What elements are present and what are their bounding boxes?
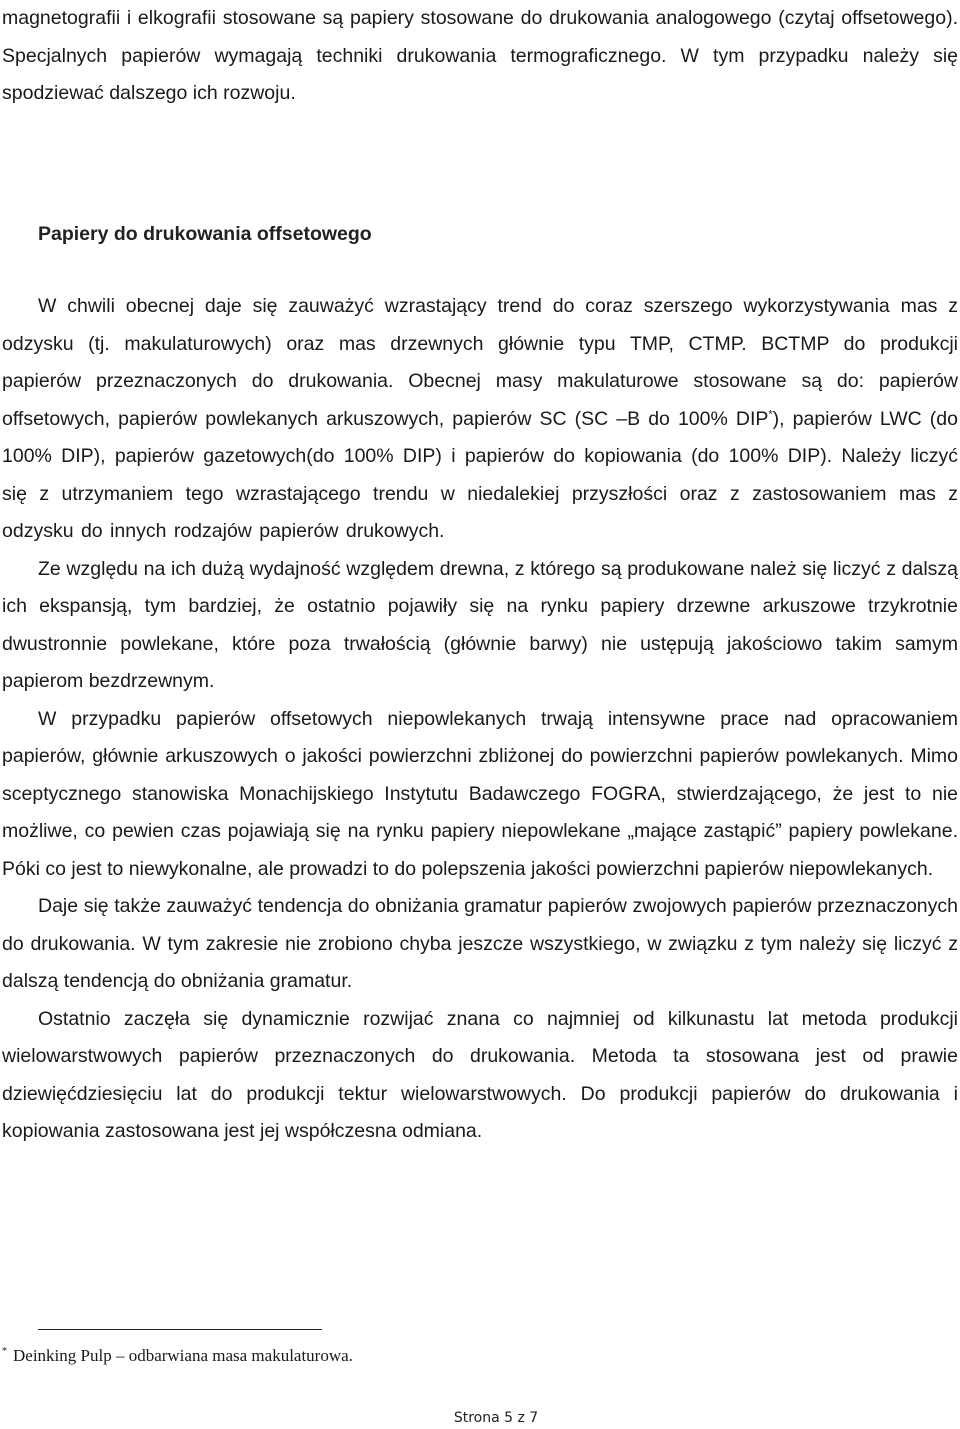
paragraph-grammage: Daje się także zauważyć tendencja do obniżania gramatur papierów zwojowych papierów przeznaczonych do drukowania. W tym zakresie nie zrobiono chyba jeszcze wszystkiego, w związku z tym należy się liczyć z dalszą tendencją do obniżania gramatur. (2, 895, 958, 992)
section-body (2, 288, 958, 1151)
paragraph-text: W chwili obecnej daje się zauważyć wzrastający trend do coraz szerszego wykorzystywania mas z odzysku (tj. makulaturowych) oraz mas drzewnych głównie typu TMP, CTMP. BCTMP do produkcji papierów przeznaczonych do drukowania. Obecnej masy makulaturowe stosowane są do: papierów offsetowych, papierów powlekanych arkuszowych, papierów SC (SC –B do 100% DIP (2, 295, 958, 430)
paragraph-recycled-pulp (2, 288, 958, 551)
paragraph-wood-pulp: Ze względu na ich dużą wydajność względem drewna, z którego są produkowane należ się liczyć z dalszą ich ekspansją, tym bardziej, że ostatnio pojawiły się na rynku papiery drzewne arkuszowe trzykrotnie dwustronnie powlekane, które poza trwałością (głównie barwy) nie ustępują jakościowo takim samym papierom bezdrzewnym. (2, 557, 958, 692)
section-heading: Papiery do drukowania offsetowego (38, 223, 372, 245)
footnote-reference: * (768, 408, 773, 420)
paragraph-text: ), papierów LWC (do 100% DIP), papierów gazetowych(do 100% DIP) i papierów do kopiowania (do 100% DIP). Należy liczyć się z utrzymaniem tego wzrastającego trendu w niedalekiej przyszłości oraz z zastosowaniem mas z odzysku do innych rodzajów papierów drukowych. (2, 407, 958, 542)
footnote-mark: * (2, 1346, 7, 1358)
footnote-separator (38, 1329, 322, 1330)
paragraph-multilayer: Ostatnio zaczęła się dynamicznie rozwijać znana co najmniej od kilkunastu lat metoda produkcji wielowarstwowych papierów przeznaczonych do drukowania. Metoda ta stosowana jest od prawie dziewięćdziesięciu lat do produkcji tektur wielowarstwowych. Do produkcji papierów do drukowania i kopiowania zastosowana jest jej współczesna odmiana. (2, 1007, 958, 1142)
page-number: Strona 5 z 7 (453, 1410, 539, 1426)
paragraph-offset-uncoated: W przypadku papierów offsetowych niepowlekanych trwają intensywne prace nad opracowaniem papierów, głównie arkuszowych o jakości powierzchni zbliżonej do powierzchni papierów powlekanych. Mimo sceptycznego stanowiska Monachijskiego Instytutu Badawczego FOGRA, stwierdzającego, że jest to nie możliwe, co pewien czas pojawiają się na rynku papiery niepowlekane „mające zastąpić” papiery powlekane. Póki co jest to niewykonalne, ale prowadzi to do polepszenia jakości powierzchni papierów niepowlekanych. (2, 707, 958, 880)
footnote-text: Deinking Pulp – odbarwiana masa makulaturowa. (13, 1346, 353, 1365)
footnote (2, 1344, 353, 1368)
intro-paragraph: magnetografii i elkografii stosowane są papiery stosowane do drukowania analogowego (czytaj offsetowego). Specjalnych papierów wymagają techniki drukowania termograficznego. W tym przypadku należy się spodziewać dalszego ich rozwoju. (2, 7, 958, 104)
